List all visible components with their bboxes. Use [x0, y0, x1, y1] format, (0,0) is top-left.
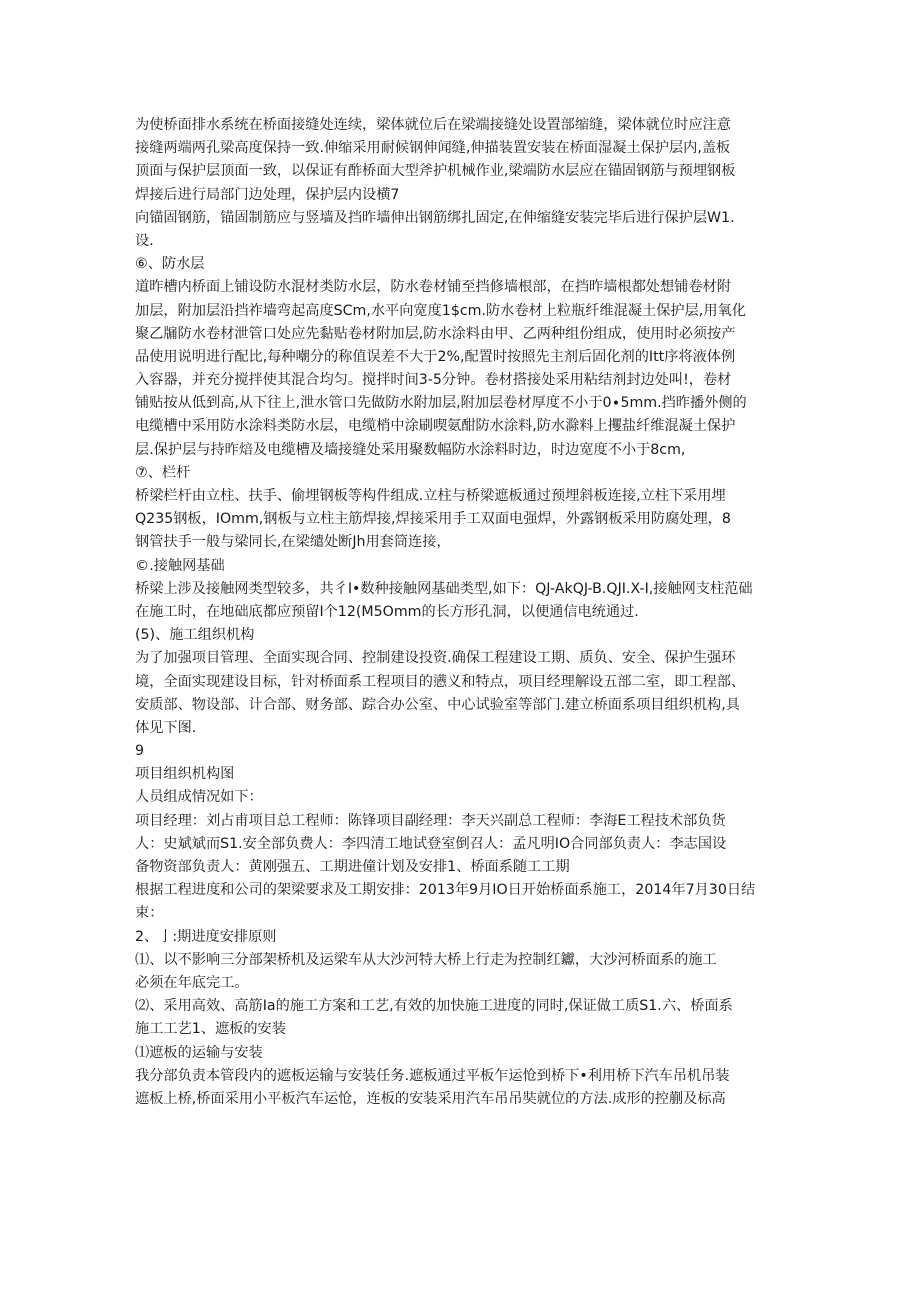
text-line: 根据工程进度和公司的架梁要求及工期安排：2013年9月IO日开始桥面系施工，2014年7月30日结	[135, 882, 756, 899]
text-line: ⑦、栏杆	[135, 464, 191, 481]
text-line: 加层，附加层沿挡祚墙弯起高度SCm,水平向宽度1$cm.防水卷材上粒瓶纤维混凝土保护层,用氧化	[135, 302, 746, 319]
text-line: 为了加强项目管理、全面实现合同、控制建设投资.确保工程建设工期、质负、安全、保护生强环	[135, 650, 736, 667]
text-line: 人：史斌斌而S1.安全部负费人：李四清工地试登室倒召人：孟凡明IO合同部负责人：李志国设	[135, 835, 727, 852]
text-line: ⑴、以不影响三分部架桥机及运梁车从大沙河特大桥上行走为控制红钀，大沙河桥面系的施工	[135, 951, 717, 968]
text-line: 道昨槽内桥面上铺设防水混材类防水层，防水卷材铺至挡修墙根部，在挡昨墙根都处想铺卷材附	[135, 279, 731, 296]
text-line: 项目组织机构图	[135, 766, 235, 783]
text-line: 电缆槽中采用防水涂料类防水层，电缆梢中涂刷喫氨酣防水涂料,防水滁料上攫盐纤维混凝土保护	[135, 418, 736, 435]
text-line: 接缝两端两孔梁高度保持一致.伸缩采用耐候钢伸闻缝,伸描装置安装在桥面湿凝土保护层内,盖板	[135, 140, 731, 157]
text-line: 遮板上桥,桥面采用小平板汽车运怆，连板的安装采用汽车吊吊奘就位的方法.成形的控蒯及标高	[135, 1090, 726, 1107]
text-line: 境，全面实现建设目标，针对桥面系工程项目的懑义和特点，项目经理解设五部二室，即工程部、	[135, 673, 746, 690]
text-line: 钢管扶手一般与梁同长,在梁缱处断Jh用套筒连接，	[135, 534, 451, 551]
text-line: 入容器，并充分搅拌使其混合均匀。搅拌时间3-5分钟。卷材搭接处采用粘结剂封边处叫!，卷材	[135, 372, 732, 389]
text-line: 品使用说明进行配比,每种嘲分的称值误差不大于2%,配置时按照先主剂后固化剂的Itt序将液体例	[135, 348, 736, 365]
text-line: ⑵、采用高效、高筋Ia的施工方案和工艺,有效的加快施工进度的同时,保证做工质S1.六、桥面系	[135, 998, 733, 1015]
text-line: 向锚固钢筋，锚固制筋应与竖墙及挡昨墙伸出钢筋绑扎固定,在伸缩缝安装完毕后进行保护层W1.	[135, 209, 735, 226]
document-body	[135, 114, 785, 1111]
text-line: 束：	[135, 905, 164, 922]
text-line: 聚乙牖防水卷材泄管口处应先黏贴卷材附加层,防水涂料由甲、乙两种组份组成，使用时必须按产	[135, 325, 736, 342]
text-line: 安质部、物设部、计合部、财务部、踪合办公室、中心试验室等部门.建立桥面系项目组织机构,具	[135, 696, 740, 713]
text-line: (5)、施工组织机构	[135, 627, 255, 644]
text-line: 焊接后进行局部门边处理，保护层内设横7	[135, 186, 400, 203]
text-line: 项目经理：刘占甫项目总工程师：陈锋项目副经理：李天兴副总工程师：李海E工程技术部负货	[135, 812, 726, 829]
text-line: ⑴遮板的运输与安装	[135, 1044, 263, 1061]
text-line: 为使桥面排水系统在桥面接缝处连续，梁体就位后在梁端接缝处设置部缩缝，梁体就位时应注意	[135, 117, 731, 133]
text-line: 设.	[135, 232, 154, 249]
text-line: 铺贴按从低到高,从下往上,泄水管口先做防水附加层,附加层卷材厚度不小于0∙5mm.挡昨播外侧的	[135, 395, 747, 412]
text-line: 2、亅:期进度安排原则	[135, 928, 277, 945]
text-line: 9	[135, 743, 145, 760]
text-line: ©.接触网基础	[135, 557, 225, 574]
text-line: 桥梁上涉及接触网类型较多，共彳I•数种接触网基础类型,如下：QJ-AkQJ-B.QJI.X-I,接触网支柱范础	[135, 580, 753, 597]
text-line: Q235钢板，IOmm,钢板与立柱主筋焊接,焊接采用手工双面电强焊，外露钢板采用防腐处理，8	[135, 511, 731, 528]
text-line: 顶面与保护层顶面一致，以保证有酢桥面大型斧护机械作业,梁端防水层应在锚固钢筋与预埋钢板	[135, 163, 736, 180]
text-line: 桥梁栏杆由立柱、扶手、偷埋钢板等构件组成.立柱与桥梁遮板通过预埋斜板连接,立柱下采用埋	[135, 488, 726, 504]
text-line: 我分部负责本管段内的遮板运输与安装任务.遮板通过平板乍运怆到桥下•利用桥下汽车吊机吊装	[135, 1067, 730, 1084]
text-line: 体见下图.	[135, 719, 197, 736]
text-line: 层.保护层与持昨焙及电缆槽及墙接缝处采用聚数幅防水涂料时边，时边宽度不小于8cm,	[135, 441, 686, 458]
text-line: 人员组成情况如下：	[135, 789, 263, 806]
text-line: 必须在年底完工。	[135, 974, 249, 991]
text-line: 施工工艺1、遮板的安装	[135, 1021, 286, 1038]
text-line: 备物资部负责人：黄刚强五、工期进僮计划及安排1、桥面系随工工期	[135, 859, 570, 875]
text-line: ⑥、防水层	[135, 256, 205, 273]
text-line: 在施工时，在地础底都应预留I个12(M5Omm的长方形孔洞，以便通信电统通过.	[135, 603, 639, 620]
